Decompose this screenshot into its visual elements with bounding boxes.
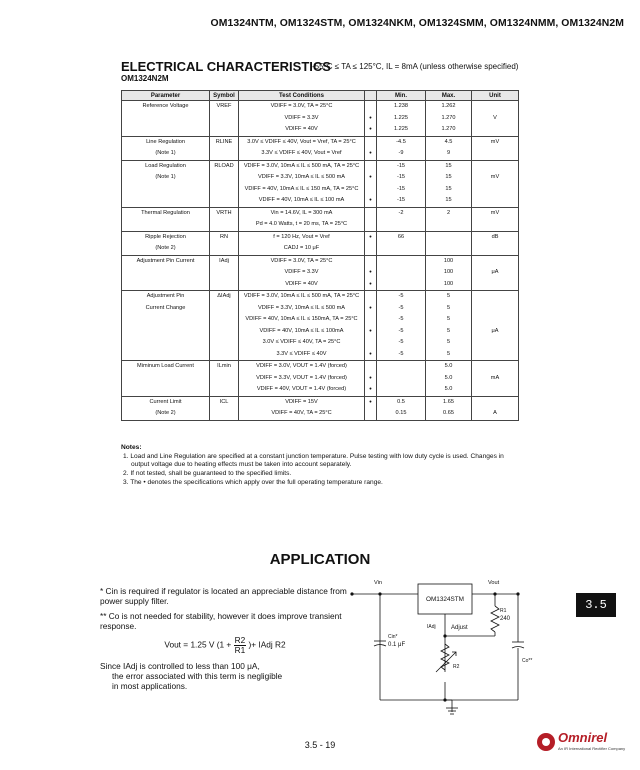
temp-marker-cell	[365, 207, 377, 219]
col-temp-marker	[365, 91, 377, 101]
test-condition-cell: VDIFF = 15V	[239, 396, 365, 408]
node-dot	[443, 634, 446, 637]
adjust-label: Adjust	[451, 625, 468, 631]
table-row	[122, 303, 519, 315]
min-cell: 1.225	[377, 113, 426, 125]
symbol-cell	[210, 219, 239, 231]
temp-marker-cell: •	[365, 373, 377, 385]
unit-cell: μA	[472, 267, 519, 279]
table-row	[122, 148, 519, 160]
parameter-cell: (Note 1)	[122, 172, 210, 184]
max-cell: 5	[426, 326, 472, 338]
test-condition-cell: 3.3V ≤ VDIFF ≤ 40V, Vout = Vref	[239, 148, 365, 160]
table-row	[122, 160, 519, 172]
min-cell: -5	[377, 303, 426, 315]
unit-cell	[472, 101, 519, 113]
test-condition-cell: f = 120 Hz, Vout = Vref	[239, 231, 365, 243]
unit-cell: mV	[472, 172, 519, 184]
symbol-cell	[210, 243, 239, 255]
r1-label: R1	[500, 608, 507, 614]
min-cell: -15	[377, 195, 426, 207]
symbol-cell	[210, 124, 239, 136]
logo-subtitle: An IR International Rectifier Company	[558, 746, 626, 751]
max-cell: 0.65	[426, 408, 472, 420]
max-cell: 5	[426, 349, 472, 361]
table-row	[122, 219, 519, 231]
symbol-cell: VREF	[210, 101, 239, 113]
unit-cell	[472, 124, 519, 136]
table-row	[122, 291, 519, 303]
test-condition-cell: VDIFF = 3.0V, 10mA ≤ IL ≤ 500 mA, TA = 25°C	[239, 160, 365, 172]
regulator-circuit-diagram	[340, 572, 540, 722]
symbol-cell: IAdj	[210, 255, 239, 267]
symbol-cell: RLOAD	[210, 160, 239, 172]
unit-cell	[472, 337, 519, 349]
parameter-cell	[122, 279, 210, 291]
section-conditions: -55°C ≤ TA ≤ 125°C, IL = 8mA (unless otherwise specified)	[312, 62, 519, 71]
test-condition-cell: VDIFF = 3.0V, VOUT = 1.4V (forced)	[239, 361, 365, 373]
unit-cell: dB	[472, 231, 519, 243]
unit-cell: mA	[472, 373, 519, 385]
iadj-note-line-3: in most applications.	[112, 681, 188, 691]
test-condition-cell: VDIFF = 3.3V, VOUT = 1.4V (forced)	[239, 373, 365, 385]
temp-marker-cell: •	[365, 267, 377, 279]
co-label: Co**	[522, 658, 533, 664]
symbol-cell	[210, 148, 239, 160]
symbol-cell	[210, 279, 239, 291]
temp-marker-cell	[365, 136, 377, 148]
max-cell: 1.65	[426, 396, 472, 408]
model-label: OM1324N2M	[121, 74, 169, 83]
formula-denominator: R1	[234, 645, 246, 655]
electrical-characteristics-table	[121, 90, 519, 421]
min-cell: -4.5	[377, 136, 426, 148]
test-condition-cell: VDIFF = 40V, VOUT = 1.4V (forced)	[239, 384, 365, 396]
max-cell: 5	[426, 303, 472, 315]
table-row	[122, 349, 519, 361]
temp-marker-cell	[365, 160, 377, 172]
max-cell: 100	[426, 267, 472, 279]
max-cell	[426, 231, 472, 243]
max-cell: 1.262	[426, 101, 472, 113]
test-condition-cell: VDIFF = 40V	[239, 124, 365, 136]
table-row	[122, 337, 519, 349]
temp-marker-cell	[365, 243, 377, 255]
min-cell: 1.225	[377, 124, 426, 136]
table-row	[122, 384, 519, 396]
temp-marker-cell: •	[365, 124, 377, 136]
note-3: 3. The • denotes the specifications which apply over the full operating temperature range.	[123, 479, 383, 486]
col-min: Min.	[377, 91, 426, 101]
omnirel-logo	[536, 730, 626, 756]
parameter-cell: Ripple Rejection	[122, 231, 210, 243]
symbol-cell	[210, 267, 239, 279]
unit-cell	[472, 184, 519, 196]
node-dot	[443, 698, 446, 701]
max-cell: 5.0	[426, 384, 472, 396]
section-title: ELECTRICAL CHARACTERISTICS	[121, 59, 331, 74]
unit-cell	[472, 291, 519, 303]
max-cell: 1.270	[426, 124, 472, 136]
unit-cell	[472, 160, 519, 172]
min-cell: -15	[377, 184, 426, 196]
min-cell	[377, 373, 426, 385]
table-row	[122, 396, 519, 408]
parameter-cell: (Note 2)	[122, 243, 210, 255]
min-cell: 66	[377, 231, 426, 243]
parameter-cell	[122, 384, 210, 396]
table-row	[122, 184, 519, 196]
node-dot	[516, 592, 519, 595]
table-row	[122, 373, 519, 385]
max-cell	[426, 243, 472, 255]
omnirel-logo-icon	[536, 732, 556, 752]
vin-label: Vin	[374, 580, 382, 586]
symbol-cell	[210, 337, 239, 349]
symbol-cell	[210, 184, 239, 196]
temp-marker-cell: •	[365, 195, 377, 207]
test-condition-cell: VDIFF = 40V, 10mA ≤ IL ≤ 100mA	[239, 326, 365, 338]
notes-title: Notes:	[121, 444, 142, 451]
test-condition-cell: VDIFF = 3.3V	[239, 113, 365, 125]
iadj-label: IAdj	[427, 624, 436, 630]
test-condition-cell: 3.0V ≤ VDIFF ≤ 40V, Vout = Vref, TA = 25°C	[239, 136, 365, 148]
test-condition-cell: VDIFF = 3.3V, 10mA ≤ IL ≤ 500 mA	[239, 303, 365, 315]
temp-marker-cell	[365, 408, 377, 420]
table-row	[122, 124, 519, 136]
max-cell: 9	[426, 148, 472, 160]
parameter-cell: Current Change	[122, 303, 210, 315]
symbol-cell	[210, 113, 239, 125]
min-cell	[377, 219, 426, 231]
test-condition-cell: 3.3V ≤ VDIFF ≤ 40V	[239, 349, 365, 361]
unit-cell	[472, 361, 519, 373]
symbol-cell	[210, 314, 239, 326]
col-max: Max.	[426, 91, 472, 101]
parameter-cell	[122, 195, 210, 207]
temp-marker-cell: •	[365, 113, 377, 125]
note-2: 2. If not tested, shall be guaranteed to the specified limits.	[123, 470, 292, 477]
table-row	[122, 255, 519, 267]
table-row	[122, 231, 519, 243]
cin-note: * Cin is required if regulator is located an appreciable distance from power supply filter.	[100, 586, 347, 606]
max-cell	[426, 219, 472, 231]
test-condition-cell: VDIFF = 40V, 10mA ≤ IL ≤ 150mA, TA = 25°C	[239, 314, 365, 326]
temp-marker-cell: •	[365, 148, 377, 160]
temp-marker-cell	[365, 337, 377, 349]
formula-fraction	[234, 636, 247, 655]
unit-cell	[472, 255, 519, 267]
parameter-cell	[122, 337, 210, 349]
unit-cell	[472, 349, 519, 361]
max-cell: 100	[426, 279, 472, 291]
temp-marker-cell	[365, 255, 377, 267]
node-dot	[493, 592, 496, 595]
logo-name: Omnirel	[558, 730, 608, 745]
note-1: 1. Load and Line Regulation are specified at a constant junction temperature. Pulse testing with low duty cycle is used. Changes in output voltage due to heating effects must be taken into account separately.	[123, 453, 504, 468]
temp-marker-cell: •	[365, 172, 377, 184]
cin-label: Cin*	[388, 634, 398, 640]
test-condition-cell: VDIFF = 3.3V	[239, 267, 365, 279]
test-condition-cell: Vin = 14.6V, IL = 300 mA	[239, 207, 365, 219]
symbol-cell	[210, 303, 239, 315]
iadj-note-line-1: Since IAdj is controlled to less than 100 μA,	[100, 661, 260, 671]
temp-marker-cell	[365, 291, 377, 303]
max-cell: 15	[426, 195, 472, 207]
temp-marker-cell	[365, 361, 377, 373]
min-cell	[377, 267, 426, 279]
parameter-cell: Line Regulation	[122, 136, 210, 148]
unit-cell: mV	[472, 207, 519, 219]
parameter-cell: Current Limit	[122, 396, 210, 408]
test-condition-cell: VDIFF = 40V, TA = 25°C	[239, 408, 365, 420]
co-note: ** Co is not needed for stability, however it does improve transient response.	[100, 611, 342, 631]
min-cell: -5	[377, 337, 426, 349]
col-symbol: Symbol	[210, 91, 239, 101]
table-row	[122, 314, 519, 326]
test-condition-cell: CADJ = 10 μF	[239, 243, 365, 255]
formula-right: )+ IAdj R2	[248, 639, 286, 650]
unit-cell	[472, 219, 519, 231]
parameter-cell	[122, 326, 210, 338]
parameter-cell	[122, 219, 210, 231]
temp-marker-cell: •	[365, 396, 377, 408]
page-header: OM1324NTM, OM1324STM, OM1324NKM, OM1324SMM, OM1324NMM, OM1324N2M	[210, 18, 624, 29]
max-cell: 15	[426, 184, 472, 196]
parameter-cell	[122, 373, 210, 385]
formula-left: Vout = 1.25 V (1 +	[164, 639, 232, 650]
unit-cell	[472, 279, 519, 291]
r1-value: 240	[500, 616, 511, 622]
node-dot	[350, 592, 353, 595]
table-header-row	[122, 91, 519, 101]
max-cell: 100	[426, 255, 472, 267]
min-cell: -5	[377, 314, 426, 326]
temp-marker-cell: •	[365, 384, 377, 396]
temp-marker-cell: •	[365, 349, 377, 361]
symbol-cell: ICL	[210, 396, 239, 408]
test-condition-cell: VDIFF = 40V, 10mA ≤ IL ≤ 100 mA	[239, 195, 365, 207]
output-voltage-formula	[100, 636, 350, 655]
unit-cell: μA	[472, 326, 519, 338]
application-text	[100, 586, 350, 691]
parameter-cell: (Note 2)	[122, 408, 210, 420]
min-cell	[377, 279, 426, 291]
unit-cell	[472, 243, 519, 255]
unit-cell	[472, 195, 519, 207]
temp-marker-cell	[365, 219, 377, 231]
max-cell: 4.5	[426, 136, 472, 148]
symbol-cell	[210, 349, 239, 361]
parameter-cell	[122, 314, 210, 326]
r2-label: R2	[453, 664, 460, 670]
unit-cell: mV	[472, 136, 519, 148]
test-condition-cell: VDIFF = 40V	[239, 279, 365, 291]
notes	[121, 444, 521, 487]
parameter-cell	[122, 124, 210, 136]
symbol-cell	[210, 195, 239, 207]
max-cell: 2	[426, 207, 472, 219]
parameter-cell: Miminum Load Current	[122, 361, 210, 373]
formula-numerator: R2	[234, 635, 246, 645]
parameter-cell: Adjustment Pin Current	[122, 255, 210, 267]
min-cell: -5	[377, 349, 426, 361]
temp-marker-cell: •	[365, 231, 377, 243]
iadj-note-line-2: the error associated with this term is negligible	[112, 671, 283, 681]
test-condition-cell: VDIFF = 3.0V, TA = 25°C	[239, 255, 365, 267]
parameter-cell: Reference Voltage	[122, 101, 210, 113]
min-cell: -9	[377, 148, 426, 160]
table-row	[122, 172, 519, 184]
symbol-cell: RN	[210, 231, 239, 243]
min-cell: -15	[377, 172, 426, 184]
table-row	[122, 101, 519, 113]
unit-cell	[472, 314, 519, 326]
table-row	[122, 279, 519, 291]
symbol-cell	[210, 326, 239, 338]
table-row	[122, 361, 519, 373]
min-cell: -5	[377, 326, 426, 338]
symbol-cell	[210, 408, 239, 420]
unit-cell	[472, 303, 519, 315]
min-cell: 0.5	[377, 396, 426, 408]
parameter-cell: Adjustment Pin	[122, 291, 210, 303]
test-condition-cell: 3.0V ≤ VDIFF ≤ 40V, TA = 25°C	[239, 337, 365, 349]
temp-marker-cell: •	[365, 279, 377, 291]
min-cell	[377, 255, 426, 267]
test-condition-cell: Pd = 4.0 Watts, t = 20 ms, TA = 25°C	[239, 219, 365, 231]
col-unit: Unit	[472, 91, 519, 101]
symbol-cell	[210, 172, 239, 184]
parameter-cell: Load Regulation	[122, 160, 210, 172]
max-cell: 15	[426, 160, 472, 172]
cin-value: 0.1 μF	[388, 642, 406, 648]
symbol-cell	[210, 373, 239, 385]
temp-marker-cell: •	[365, 326, 377, 338]
unit-cell	[472, 148, 519, 160]
parameter-cell: (Note 1)	[122, 148, 210, 160]
parameter-cell	[122, 184, 210, 196]
max-cell: 5	[426, 291, 472, 303]
test-condition-cell: VDIFF = 3.3V, 10mA ≤ IL ≤ 500 mA	[239, 172, 365, 184]
temp-marker-cell	[365, 101, 377, 113]
table-row	[122, 113, 519, 125]
table-row	[122, 195, 519, 207]
application-title: APPLICATION	[269, 551, 371, 568]
table-row	[122, 326, 519, 338]
parameter-cell	[122, 113, 210, 125]
symbol-cell	[210, 384, 239, 396]
min-cell: -2	[377, 207, 426, 219]
col-test-conditions: Test Conditions	[239, 91, 365, 101]
unit-cell: A	[472, 408, 519, 420]
parameter-cell	[122, 267, 210, 279]
parameter-cell: Thermal Regulation	[122, 207, 210, 219]
table-row	[122, 136, 519, 148]
min-cell	[377, 243, 426, 255]
min-cell: -15	[377, 160, 426, 172]
min-cell: 0.15	[377, 408, 426, 420]
symbol-cell: RLINE	[210, 136, 239, 148]
max-cell: 1.270	[426, 113, 472, 125]
table-row	[122, 243, 519, 255]
section-tab: 3.5	[576, 593, 616, 617]
max-cell: 5	[426, 337, 472, 349]
parameter-cell	[122, 349, 210, 361]
max-cell: 5.0	[426, 361, 472, 373]
unit-cell	[472, 396, 519, 408]
page-number: 3.5 - 19	[304, 740, 336, 750]
node-dot	[378, 592, 381, 595]
max-cell: 15	[426, 172, 472, 184]
table-row	[122, 267, 519, 279]
min-cell: -5	[377, 291, 426, 303]
max-cell: 5.0	[426, 373, 472, 385]
chip-label: OM1324STM	[426, 596, 465, 603]
temp-marker-cell: •	[365, 303, 377, 315]
unit-cell	[472, 384, 519, 396]
max-cell: 5	[426, 314, 472, 326]
min-cell: 1.238	[377, 101, 426, 113]
vout-label: Vout	[488, 580, 500, 586]
symbol-cell: VRTH	[210, 207, 239, 219]
table-row	[122, 207, 519, 219]
test-condition-cell: VDIFF = 3.0V, 10mA ≤ IL ≤ 500 mA, TA = 25°C	[239, 291, 365, 303]
temp-marker-cell	[365, 184, 377, 196]
symbol-cell: ILmin	[210, 361, 239, 373]
test-condition-cell: VDIFF = 3.0V, TA = 25°C	[239, 101, 365, 113]
test-condition-cell: VDIFF = 40V, 10mA ≤ IL ≤ 150 mA, TA = 25°C	[239, 184, 365, 196]
min-cell	[377, 384, 426, 396]
col-parameter: Parameter	[122, 91, 210, 101]
symbol-cell: ΔIAdj	[210, 291, 239, 303]
table-row	[122, 408, 519, 420]
unit-cell: V	[472, 113, 519, 125]
min-cell	[377, 361, 426, 373]
temp-marker-cell	[365, 314, 377, 326]
